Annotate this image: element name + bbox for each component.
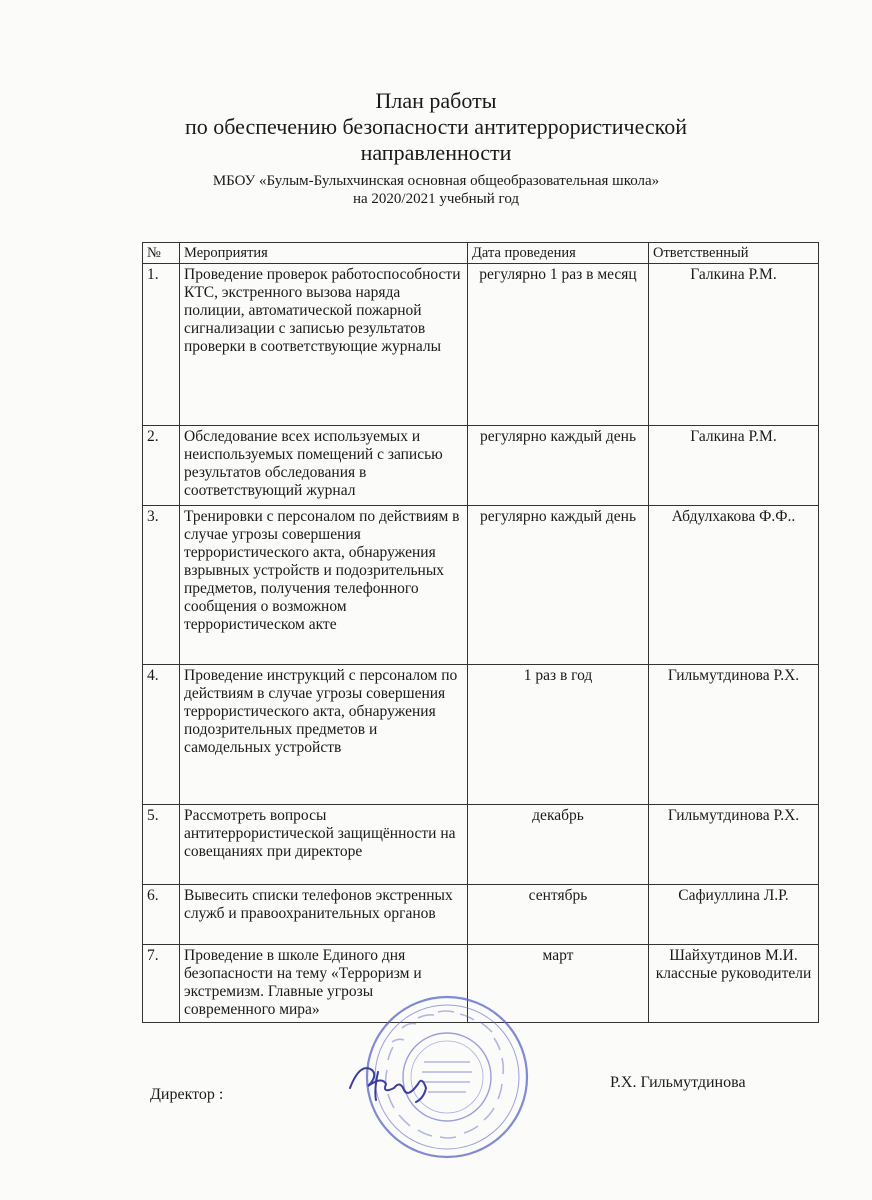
row-event: Тренировки с персоналом по действиям в случае угрозы совершения террористического акта, обнаружения взрывных устройств и подозрительных предметов, получения телефонного сообщения о возможном террористическом акте [180,506,468,665]
row-responsible: Галкина Р.М. [649,426,819,506]
table-row [143,885,819,945]
table-row [143,805,819,885]
row-num: 3. [143,506,180,665]
row-num: 4. [143,665,180,805]
row-date: регулярно 1 раз в месяц [468,264,649,426]
row-responsible: Сафиуллина Л.Р. [649,885,819,945]
document-header [0,88,872,208]
row-num: 5. [143,805,180,885]
row-event: Проведение в школе Единого дня безопасности на тему «Терроризм и экстремизм. Главные угрозы современного мира» [180,945,468,1023]
school-name: МБОУ «Булым-Булыхчинская основная общеобразовательная школа» [212,173,660,189]
row-event: Вывесить списки телефонов экстренных служб и правоохранительных органов [180,885,468,945]
director-label: Директор : [150,1086,224,1103]
row-date: регулярно каждый день [468,506,649,665]
table-row [143,264,819,426]
table-row [143,506,819,665]
title-line-1: План работы [375,88,497,113]
row-event: Обследование всех используемых и неиспользуемых помещений с записью результатов обследования в соответствующий журнал [180,426,468,506]
row-num: 7. [143,945,180,1023]
table-header-row [143,243,819,264]
table-row [143,665,819,805]
row-date: регулярно каждый день [468,426,649,506]
row-event: Проведение проверок работоспособности КТС, экстренного вызова наряда полиции, автоматической пожарной сигнализации с записью результатов проверки в соответствующие журналы [180,264,468,426]
plan-table [142,242,819,1023]
signature-block [0,1010,872,1170]
row-responsible: Шайхутдинов М.И. классные руководители [649,945,819,1023]
row-date: 1 раз в год [468,665,649,805]
row-num: 2. [143,426,180,506]
row-responsible: Гильмутдинова Р.Х. [649,665,819,805]
academic-year: на 2020/2021 учебный год [352,191,520,207]
row-responsible: Галкина Р.М. [649,264,819,426]
row-event: Проведение инструкций с персоналом по действиям в случае угрозы совершения террористического акта, обнаружения подозрительных предметов и самодельных устройств [180,665,468,805]
title-line-2: по обеспечению безопасности антитеррористической [184,114,688,139]
table-row [143,426,819,506]
row-num: 1. [143,264,180,426]
row-date: сентябрь [468,885,649,945]
header-event: Мероприятия [180,243,468,264]
header-date: Дата проведения [468,243,649,264]
row-date: март [468,945,649,1023]
director-name: Р.Х. Гильмутдинова [610,1074,746,1091]
row-num: 6. [143,885,180,945]
row-date: декабрь [468,805,649,885]
header-responsible: Ответственный [649,243,819,264]
handwritten-signature-icon [342,1050,452,1110]
row-event: Рассмотреть вопросы антитеррористической защищённости на совещаниях при директоре [180,805,468,885]
row-responsible: Абдулхакова Ф.Ф.. [649,506,819,665]
header-num: № [143,243,180,264]
title-line-3: направленности [360,140,512,165]
row-responsible: Гильмутдинова Р.Х. [649,805,819,885]
